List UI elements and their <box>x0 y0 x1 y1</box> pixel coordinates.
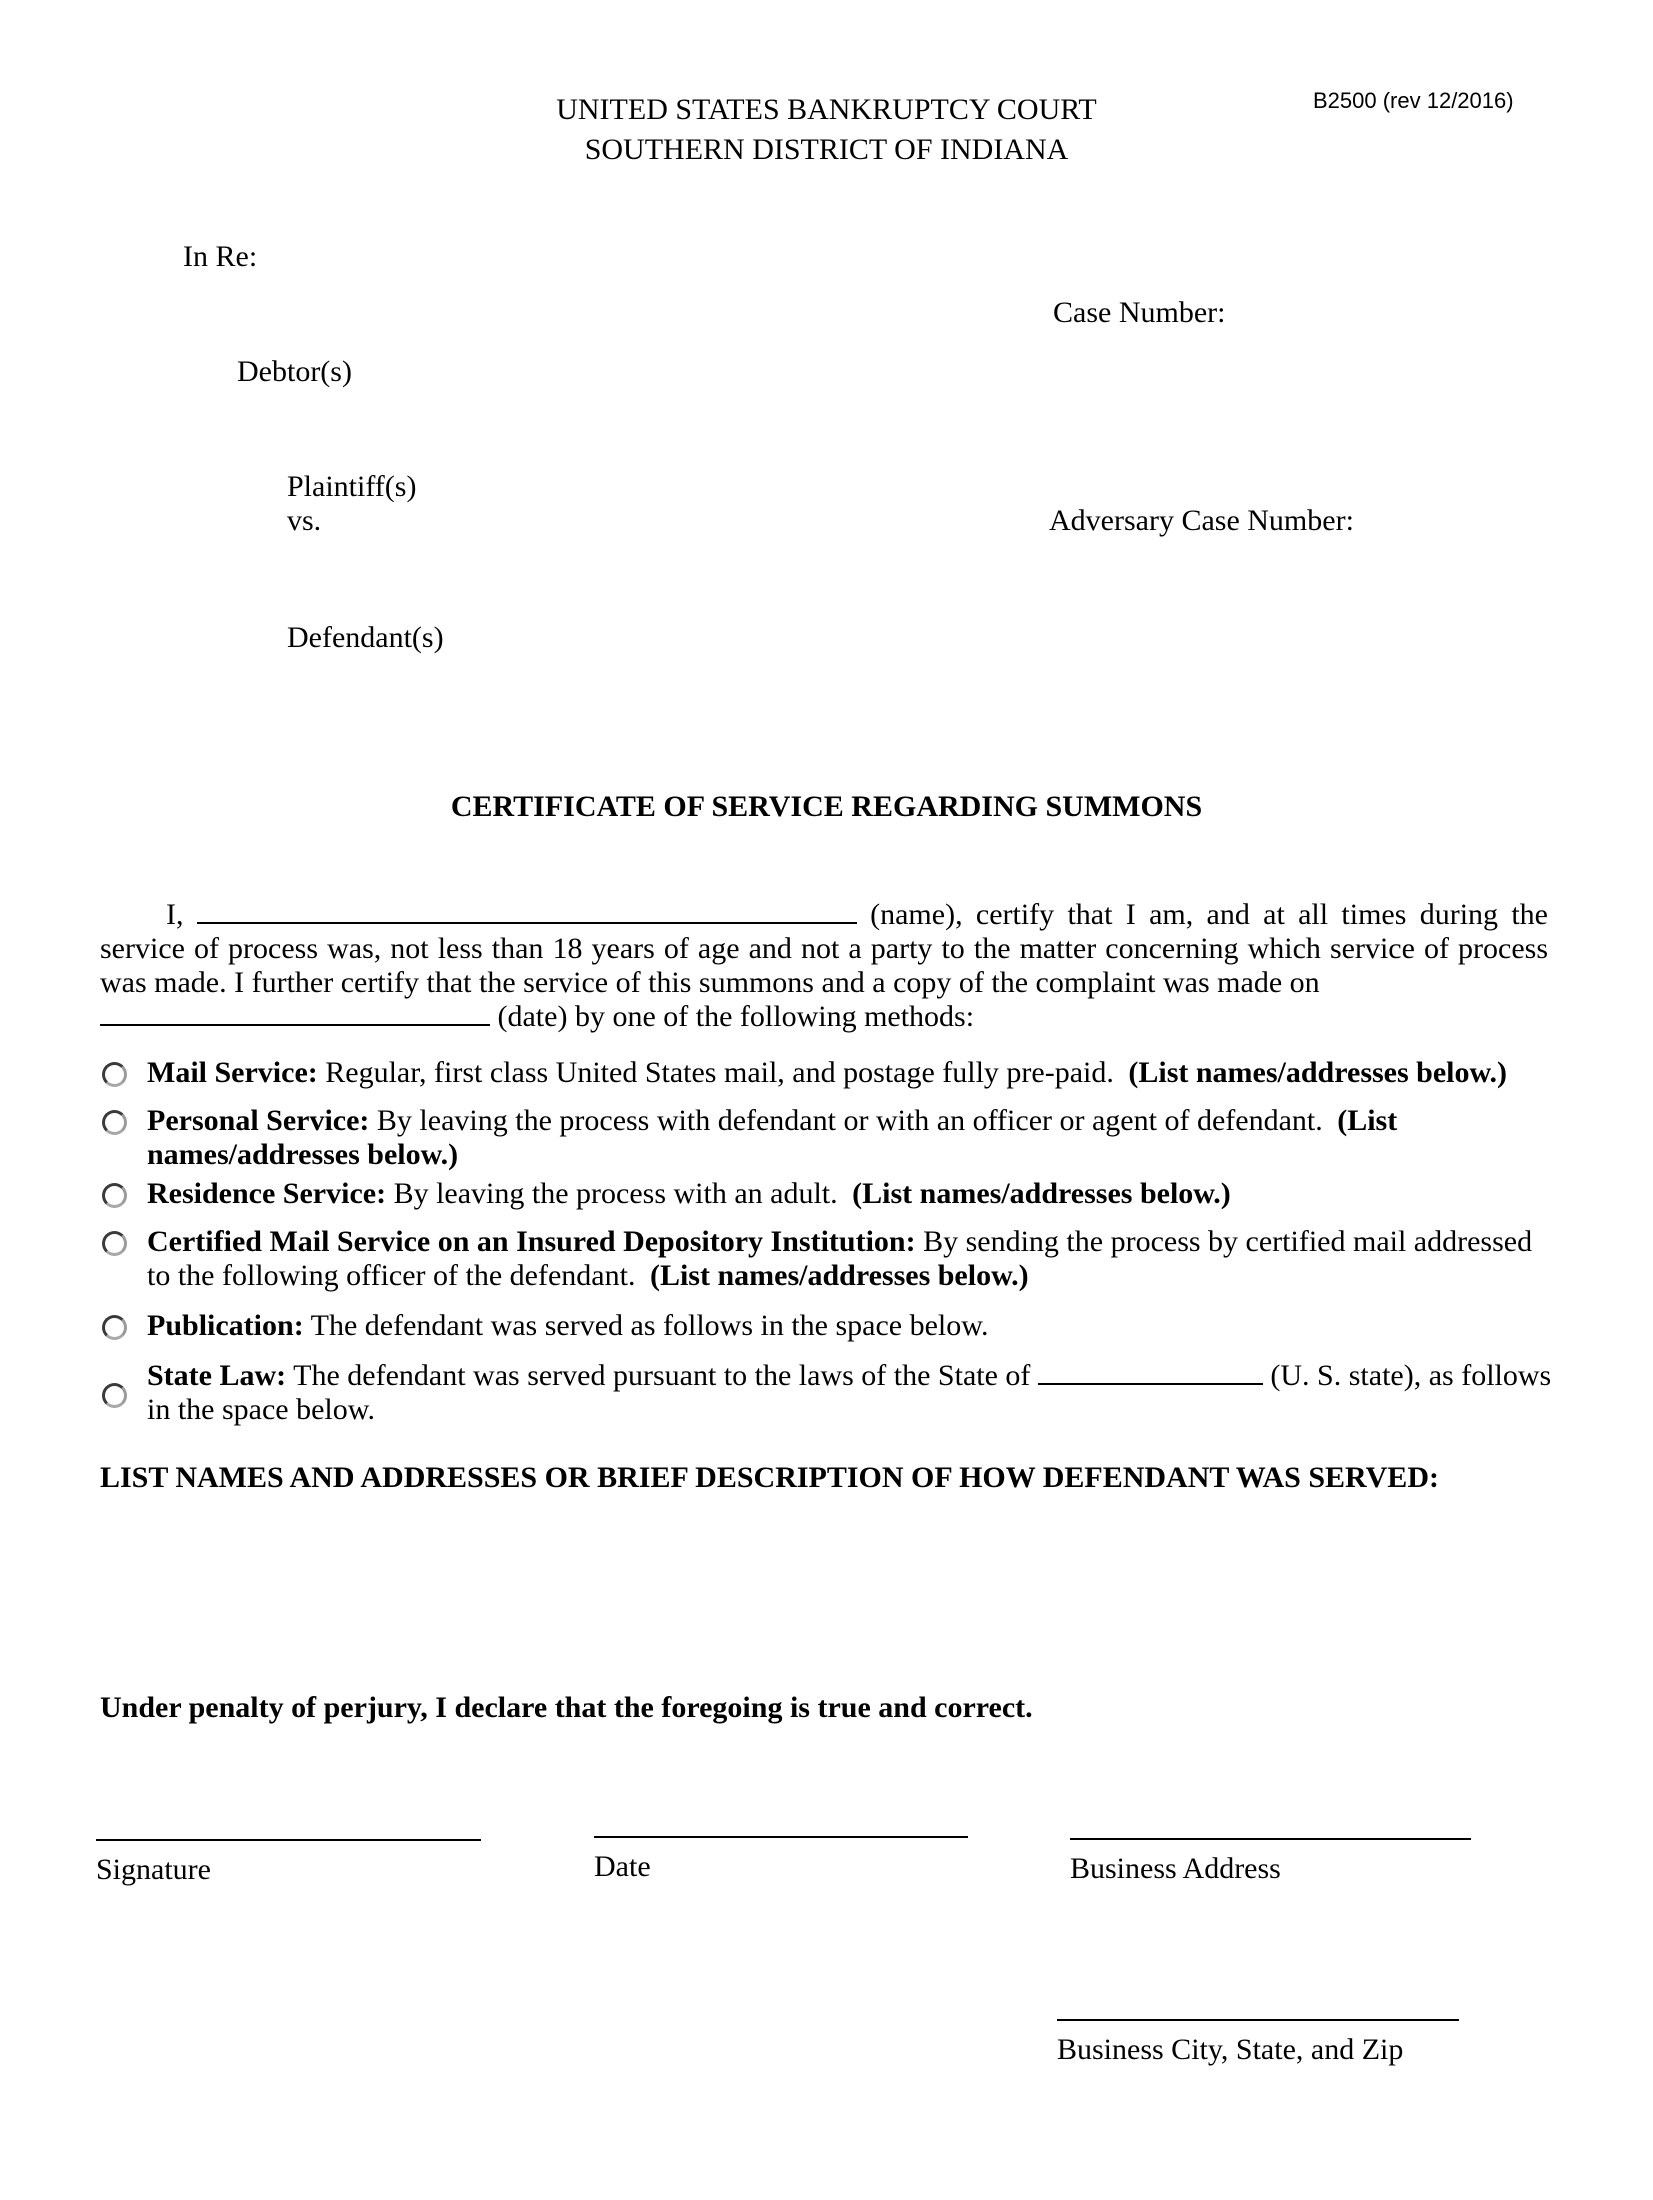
method-label: State Law: <box>147 1359 287 1392</box>
radio-personal-service[interactable] <box>102 1110 127 1135</box>
business-city-field[interactable] <box>1057 2019 1459 2021</box>
state-field[interactable] <box>1038 1357 1263 1385</box>
vs-label: vs. <box>287 504 322 537</box>
service-date-field[interactable] <box>100 998 490 1026</box>
method-label: Residence Service: <box>147 1177 387 1210</box>
radio-mail-service[interactable] <box>102 1062 127 1087</box>
business-city-label: Business City, State, and Zip <box>1057 2033 1404 2066</box>
method-label: Mail Service: <box>147 1056 318 1089</box>
radio-certified-mail[interactable] <box>102 1231 127 1256</box>
plaintiff-vs-block <box>287 470 416 538</box>
method-label: Personal Service: <box>147 1104 370 1137</box>
date-column <box>594 1836 968 1884</box>
method-option-certified-mail <box>100 1225 1560 1293</box>
served-description-area[interactable] <box>100 1510 1548 1670</box>
method-text: By leaving the process with an adult. <box>393 1177 838 1210</box>
signature-label: Signature <box>96 1853 211 1886</box>
court-header <box>104 90 1549 170</box>
plaintiff-label: Plaintiff(s) <box>287 470 417 503</box>
signature-field[interactable] <box>96 1839 481 1841</box>
radio-state-law[interactable] <box>102 1383 127 1408</box>
certification-date-line <box>100 998 1548 1034</box>
method-text-after: (U. S. state), as follows in the space below. <box>147 1359 1552 1426</box>
service-method-options <box>100 1056 1560 1441</box>
business-city-column <box>1057 2019 1459 2067</box>
method-suffix: (List names/addresses below.) <box>649 1259 1029 1292</box>
method-text: Regular, first class United States mail, and postage fully pre-paid. <box>325 1056 1114 1089</box>
business-address-field[interactable] <box>1070 1838 1471 1840</box>
date-field[interactable] <box>594 1836 968 1838</box>
method-label: Certified Mail Service on an Insured Depository Institution: <box>147 1225 916 1258</box>
certification-date-text: (date) by one of the following methods: <box>497 1000 975 1033</box>
certification-body: (name), certify that I am, and at all times during the service of process was, not less than 18 years of age and not a party to the matter concerning which service of process was made. I further certify that the service of this summons and a copy of the complaint was made on <box>100 898 1548 999</box>
case-number-label: Case Number: <box>1053 296 1226 329</box>
method-suffix: (List names/addresses below.) <box>1128 1056 1508 1089</box>
list-names-heading: LIST NAMES AND ADDRESSES OR BRIEF DESCRIPTION OF HOW DEFENDANT WAS SERVED: <box>100 1461 1439 1494</box>
debtor-label: Debtor(s) <box>237 355 352 388</box>
form-number: B2500 (rev 12/2016) <box>1313 88 1514 113</box>
adversary-case-number-label: Adversary Case Number: <box>1049 504 1354 537</box>
method-option-state-law <box>100 1357 1560 1427</box>
certification-paragraph <box>100 896 1548 1000</box>
in-re-label: In Re: <box>183 240 258 273</box>
certification-intro: I, <box>166 898 184 931</box>
court-name: UNITED STATES BANKRUPTCY COURT <box>556 93 1097 126</box>
method-option-publication <box>100 1309 1560 1343</box>
radio-publication[interactable] <box>102 1315 127 1340</box>
name-field[interactable] <box>197 896 857 924</box>
defendant-label: Defendant(s) <box>287 621 444 654</box>
method-text: By leaving the process with defendant or with an officer or agent of defendant. <box>376 1104 1323 1137</box>
court-district: SOUTHERN DISTRICT OF INDIANA <box>584 133 1069 166</box>
method-text: By sending the process by certified mail addressed to the following officer of the defendant. <box>147 1225 1533 1292</box>
date-label: Date <box>594 1850 651 1883</box>
business-address-column <box>1070 1838 1471 1886</box>
method-text: The defendant was served pursuant to the laws of the State of <box>293 1359 1031 1392</box>
method-suffix: (List names/addresses below.) <box>852 1177 1231 1210</box>
method-text: The defendant was served as follows in the space below. <box>310 1309 989 1342</box>
perjury-declaration: Under penalty of perjury, I declare that the foregoing is true and correct. <box>100 1691 1033 1724</box>
method-suffix: (List names/addresses below.) <box>147 1104 1398 1171</box>
method-option-residence-service <box>100 1177 1560 1211</box>
method-option-mail-service <box>100 1056 1560 1090</box>
signature-column <box>96 1839 481 1887</box>
business-address-label: Business Address <box>1070 1852 1281 1885</box>
radio-residence-service[interactable] <box>102 1183 127 1208</box>
page-title: CERTIFICATE OF SERVICE REGARDING SUMMONS <box>450 790 1203 823</box>
method-label: Publication: <box>147 1309 304 1342</box>
method-option-personal-service <box>100 1104 1560 1172</box>
